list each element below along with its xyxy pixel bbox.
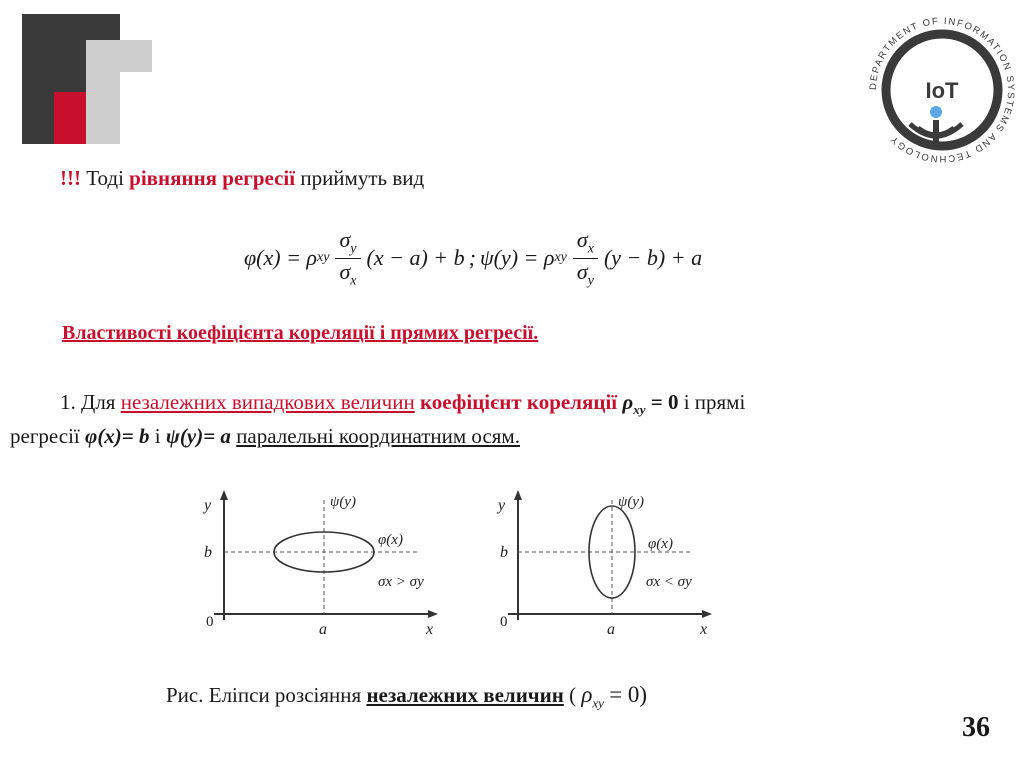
iot-logo-graphic [860,8,1024,172]
right-y-label: y [498,497,506,514]
right-psi-label: ψ(y) [618,494,644,510]
page-number: 36 [962,712,990,743]
properties-heading: Властивості коефіцієнта кореляції і прямих регресії. [62,322,539,344]
left-a-label: a [319,621,327,638]
point-1-parallel: паралельні координатним осям. [236,424,520,448]
point-1-coef: коефіцієнт кореляції [419,390,618,414]
point-1-and-lines: і прямі [683,390,746,414]
scatter-plot-right [490,486,740,642]
point-1-line1 [60,390,990,418]
formula-rhs2: (y − b) + a [603,245,703,270]
formula-sub2: xy [554,250,567,265]
formula-sep: ; [468,245,476,270]
intro-line [60,166,424,191]
left-psi-label: ψ(y) [330,494,356,510]
right-b-label: b [500,544,508,561]
left-y-label: y [204,497,212,514]
caption-rest: = 0) [609,682,648,707]
right-sigma-rel: σx < σy [646,574,692,590]
left-phi-label: φ(x) [378,532,403,548]
caption-prefix: Рис. Еліпси розсіяння [166,683,362,707]
fit-logo [20,12,156,146]
iot-center-text: IoT [925,78,959,103]
point-1-line2 [10,424,520,449]
point-1-psi: ψ(y)= a [165,424,231,448]
regression-formula [244,222,702,294]
intro-then: Тоді [86,166,124,190]
formula-lhs1: φ(x) = ρ [244,245,317,270]
fit-logo-graphic [20,12,156,146]
intro-highlight: рівняння регресії [129,166,296,190]
right-phi-label: φ(x) [648,536,673,552]
right-a-label: a [607,621,615,638]
formula-sub1: xy [317,250,330,265]
scatter-plot-left [192,486,452,642]
point-1-rho: $\rho_{xy}$ [622,390,646,418]
figure-caption [166,682,647,712]
intro-rest: приймуть вид [300,166,425,190]
caption-bold: незалежних величин [366,683,564,707]
formula-frac2: $\sigma_x$ $\sigma_y$ [573,227,598,289]
point-1-independent: незалежних випадкових величин [120,390,415,414]
right-x-label: x [700,621,708,638]
formula-rhs1: (x − a) + b [366,245,465,270]
exclaim: !!! [60,166,81,190]
right-origin: 0 [500,614,508,630]
point-1-num: 1. Для [60,390,116,414]
formula-frac1: $\sigma_y$ $\sigma_x$ [335,227,360,289]
left-sigma-rel: σx > σy [378,574,424,590]
iot-logo [860,8,1024,172]
left-origin: 0 [206,614,214,630]
formula-lhs2: ψ(y) = ρ [479,245,555,270]
point-1-regression: регресії [10,424,80,448]
caption-paren: ( [569,683,577,707]
left-b-label: b [204,544,212,561]
point-1-eq-zero: = 0 [650,390,679,414]
left-x-label: x [426,621,434,638]
point-1-i: і [154,424,161,448]
iot-ring-text: DEPARTMENT OF INFORMATION SYSTEMS AND TECHNOLOGY [867,15,1017,165]
caption-rho: $\rho_{xy}$ [581,682,604,711]
point-1-phi: φ(x)= b [85,424,150,448]
